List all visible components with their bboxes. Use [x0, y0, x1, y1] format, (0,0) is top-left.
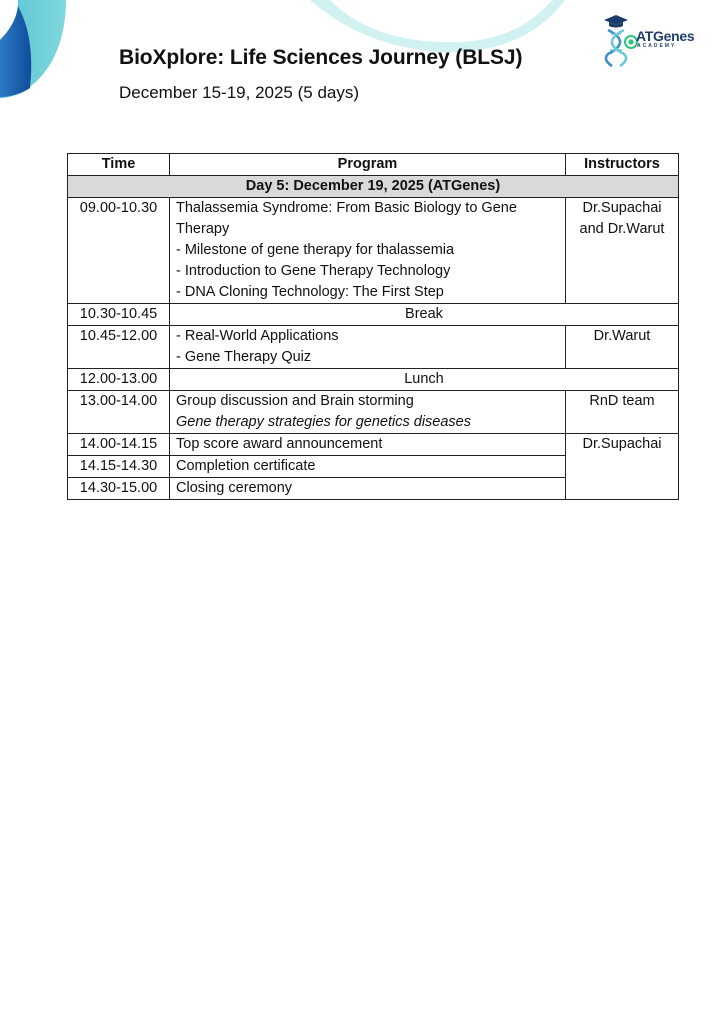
decorative-wave-shape: [0, 0, 80, 100]
table-row: [68, 326, 679, 369]
schedule-table: [67, 153, 679, 500]
day-heading-row: [68, 176, 679, 198]
logo-text: [636, 29, 694, 50]
row-instructors: [566, 198, 679, 304]
instructor-line: Dr.Supachai: [582, 436, 662, 452]
row-instructors: [566, 326, 679, 369]
table-row: [68, 198, 679, 304]
row-program: [170, 326, 566, 369]
row-program: [170, 456, 566, 478]
page-title: BioXplore: Life Sciences Journey (BLSJ): [119, 46, 523, 69]
row-program: [170, 478, 566, 500]
program-line: - Gene Therapy Quiz: [176, 349, 312, 365]
day-heading: Day 5: December 19, 2025 (ATGenes): [68, 176, 679, 198]
row-time: 14.15-14.30: [68, 456, 170, 478]
table-row: [68, 391, 679, 434]
table-header-row: [68, 154, 679, 176]
row-program: [170, 434, 566, 456]
program-line: - Milestone of gene therapy for thalassemia: [176, 242, 455, 258]
header-instructors: Instructors: [566, 154, 679, 176]
page-subtitle: December 15-19, 2025 (5 days): [119, 83, 360, 102]
program-line: - Real-World Applications: [176, 328, 339, 344]
row-time: 14.30-15.00: [68, 478, 170, 500]
logo-sub: ACADEMY: [637, 43, 677, 49]
header-time: Time: [68, 154, 170, 176]
instructor-line: Dr.Supachai: [582, 200, 662, 216]
instructor-line: RnD team: [589, 393, 655, 409]
row-time: 13.00-14.00: [68, 391, 170, 434]
program-line: Group discussion and Brain storming: [176, 393, 414, 409]
header-program: Program: [170, 154, 566, 176]
instructor-line: Dr.Warut: [593, 328, 651, 344]
row-time: 10.30-10.45: [68, 304, 170, 326]
break-label: Break: [170, 304, 679, 326]
logo-name: ATGenes: [636, 28, 695, 44]
program-line-italic: Gene therapy strategies for genetics diseases: [176, 414, 471, 430]
row-time: 14.00-14.15: [68, 434, 170, 456]
table-row: [68, 369, 679, 391]
row-time: 10.45-12.00: [68, 326, 170, 369]
program-line: Therapy: [176, 221, 230, 237]
row-program: [170, 391, 566, 434]
program-line: - Introduction to Gene Therapy Technology: [176, 263, 451, 279]
program-line: Thalassemia Syndrome: From Basic Biology to Gene: [176, 200, 517, 216]
lunch-label: Lunch: [170, 369, 679, 391]
row-program: [170, 198, 566, 304]
program-line: Closing ceremony: [176, 480, 293, 496]
table-row: [68, 304, 679, 326]
program-line: - DNA Cloning Technology: The First Step: [176, 284, 444, 300]
row-instructors: [566, 434, 679, 500]
row-instructors: [566, 391, 679, 434]
table-row: [68, 434, 679, 456]
program-line: Completion certificate: [176, 458, 316, 474]
row-time: 09.00-10.30: [68, 198, 170, 304]
row-time: 12.00-13.00: [68, 369, 170, 391]
instructor-line: and Dr.Warut: [579, 221, 665, 237]
program-line: Top score award announcement: [176, 436, 383, 452]
